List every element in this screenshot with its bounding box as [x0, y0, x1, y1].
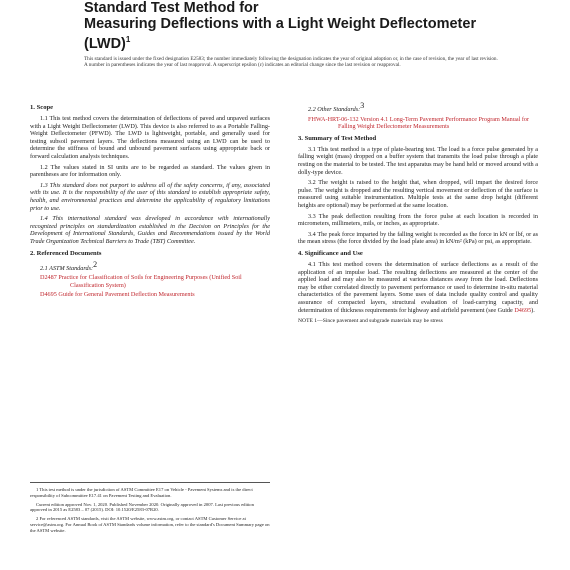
title-block — [84, 0, 524, 52]
section-heading-summary: 3. Summary of Test Method — [298, 134, 377, 142]
significance-paragraph-1 — [298, 261, 538, 314]
reference-code[interactable]: D2487 — [40, 274, 57, 282]
reference-item-fhwa[interactable] — [308, 116, 538, 131]
reference-code[interactable]: FHWA-HRT-06-132 — [308, 115, 359, 123]
title-line-3 — [84, 32, 524, 52]
reference-code[interactable]: D4695 — [40, 291, 57, 299]
title-footnote-marker: 1 — [125, 35, 131, 44]
scope-paragraph-1: 1.1 This test method covers the determination of deflections of paved and unpaved surfaces with a Light Weight Deflectometer (LWD). This device is also referred to as a Portable Falling-Weight Deflectometer (PFWD). The LWD is lightweight, portable, and generally used for testing subsoil pavement layers. The deflections measured using an LWD can be used to determine the stiffness of bound and unbound pavement surfaces using appropriate back or forward calculation analysis techniques. — [30, 115, 270, 160]
footnote-1-edition: Current edition approved Nov. 1, 2020. Published November 2020. Originally approved in 2007. Last previous edition approved in 2015 as E2583 – 07 (2015). DOI: 10.1520/E2583-07R20. — [30, 501, 254, 513]
other-standards-footnote-marker: 3 — [360, 101, 365, 110]
summary-paragraph-3: 3.3 The peak deflection resulting from the force pulse at each location is recorded in micrometers, millimeters, mils, or inches, as appropriate. — [298, 212, 538, 228]
reference-link-d4695[interactable]: D4695 — [514, 306, 532, 314]
left-column — [30, 100, 270, 301]
note-1: NOTE 1—Since pavement and subgrade materials may be stress — [298, 318, 443, 325]
title-line-1: Standard Test Method for — [84, 0, 259, 16]
footnote-1: 1 This test method is under the jurisdiction of ASTM Committee E17 on Vehicle - Pavement Systems and is the direct responsibility of Subcommittee E17.41 on Pavement Testing and Evaluation. — [30, 487, 253, 498]
summary-paragraph-4: 3.4 The peak force imparted by the falling weight is recorded as the force in kN or lbf, or as the mean stress (the force divided by the load plate area) in kN/m² (kPa) or psi, as appropriate. — [298, 230, 538, 246]
significance-text-end: ). — [531, 306, 535, 314]
footnotes — [30, 482, 270, 537]
title-line-2: Measuring Deflections with a Light Weight Deflectometer — [84, 16, 477, 32]
reference-item-d4695[interactable] — [40, 291, 270, 299]
section-heading-referenced-documents: 2. Referenced Documents — [30, 249, 102, 257]
summary-paragraph-1: 3.1 This test method is a type of plate-bearing test. The load is a force pulse generated by a falling weight (mass) dropped on a buffer system that transmits the load pulse through a plate resting on the material to be tested. The test apparatus may be hand held or moved around with a dolly-type device. — [298, 145, 538, 176]
summary-paragraph-2: 3.2 The weight is raised to the height that, when dropped, will impart the desired force pulse. The weight is dropped and the resulting vertical movement or deflection of the surface is measured using suitable instrumentation. Multiple tests at the same drop height (different heights are optional) may be performed at the same location. — [298, 179, 538, 209]
astm-standards-subheading — [40, 261, 270, 273]
other-standards-subheading — [308, 102, 538, 114]
significance-text: 4.1 This test method covers the determination of surface deflections as a result of the application of an impulse load. The resulting deflections are measured at the center of the applied load and may also be measured at various distances away from the load. Deflections may be either correlated directly to pavement performance or used to determine in-situ material characteristics of the pavement layers. Some uses of data include quality control and quality assurance of compacted layers, structural evaluation of load-carrying capacity, and determination of thickness requirements for highway and airfield pavement (see Guide — [298, 260, 538, 314]
scope-paragraph-4: 1.4 This international standard was developed in accordance with internationally recognized principles on standardization established in the Decision on Principles for the Development of International Standards, Guides and Recommendations issued by the World Trade Organization Technical Barriers to Trade (TBT) Committee. — [30, 215, 270, 245]
scope-paragraph-3: 1.3 This standard does not purport to address all of the safety concerns, if any, associated with its use. It is the responsibility of the user of this standard to establish appropriate safety, health, and environmental practices and determine the applicability of regulatory limitations prior to use. — [30, 181, 270, 212]
scope-paragraph-2: 1.2 The values stated in SI units are to be regarded as standard. The values given in parentheses are for information only. — [30, 163, 270, 179]
reference-item-d2487[interactable] — [40, 274, 270, 289]
right-column — [298, 100, 538, 325]
reference-title[interactable]: Guide for General Pavement Deflection Measurements — [58, 291, 195, 299]
other-standards-label: 2.2 Other Standards: — [308, 106, 361, 114]
astm-standards-footnote-marker: 2 — [93, 259, 98, 269]
reference-title[interactable]: Version 4.1 Long-Term Pavement Performance Program Manual for Falling Weight Deflectometer Measurements — [338, 115, 530, 131]
title-line-3-text: (LWD) — [84, 35, 126, 52]
designation-note: This standard is issued under the fixed designation E2583; the number immediately following the designation indicates the year of original adoption or, in the case of revision, the year of last revision. A number in parentheses indicates the year of last reapproval. A superscript epsilon (ε) indicates an editorial change since the last revision or reapproval. — [84, 56, 498, 69]
section-heading-scope: 1. Scope — [30, 104, 54, 111]
footnote-2: 2 For referenced ASTM standards, visit the ASTM website, www.astm.org, or contact ASTM Customer Service at service@astm.org. For Annual Book of ASTM Standards volume information, refer to the standard's Document Summary page on the ASTM website. — [30, 516, 270, 533]
section-heading-significance: 4. Significance and Use — [298, 249, 363, 257]
astm-standards-label: 2.1 ASTM Standards: — [40, 264, 94, 272]
reference-title[interactable]: Practice for Classification of Soils for Engineering Purposes (Unified Soil Classification System) — [58, 274, 242, 289]
